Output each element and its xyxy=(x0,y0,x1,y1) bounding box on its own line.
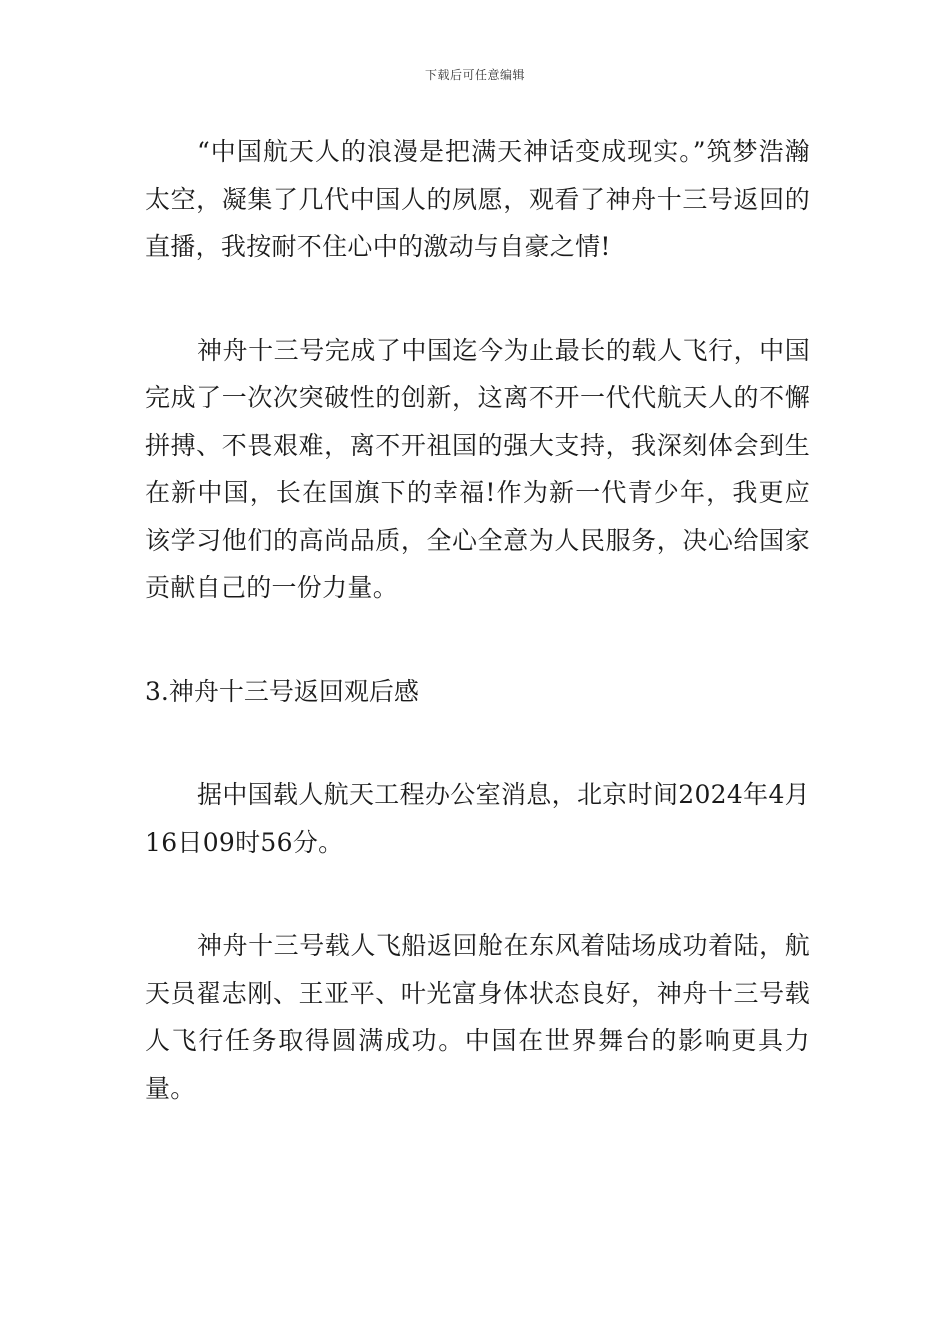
page-header: 下载后可任意编辑 xyxy=(424,68,525,82)
paragraph-1: “中国航天人的浪漫是把满天神话变成现实。”筑梦浩瀚太空，凝集了几代中国人的夙愿，观看了神舟十三号返回的直播，我按耐不住心中的激动与自豪之情! xyxy=(145,137,810,261)
paragraph-2: 神舟十三号完成了中国迄今为止最长的载人飞行，中国完成了一次次突破性的创新，这离不开一代代航天人的不懈拼搏、不畏艰难，离不开祖国的强大支持，我深刻体会到生在新中国，长在国旗下的幸福!作为新一代青少年，我更应该学习他们的高尚品质，全心全意为人民服务，决心给国家贡献自己的一份力量。 xyxy=(145,335,810,602)
paragraph-gap xyxy=(145,715,810,771)
paragraph-4: 神舟十三号载人飞船返回舱在东风着陆场成功着陆，航天员翟志刚、王亚平、叶光富身体状态良好，神舟十三号载人飞行任务取得圆满成功。中国在世界舞台的影响更具力量。 xyxy=(145,931,810,1103)
document-body xyxy=(145,128,810,1112)
paragraph-gap xyxy=(145,271,810,327)
paragraph-3: 据中国载人航天工程办公室消息，北京时间2024年4月16日09时56分。 xyxy=(145,780,810,857)
section-heading: 3.神舟十三号返回观后感 xyxy=(145,676,419,706)
paragraph-gap xyxy=(145,866,810,922)
paragraph-gap xyxy=(145,612,810,668)
